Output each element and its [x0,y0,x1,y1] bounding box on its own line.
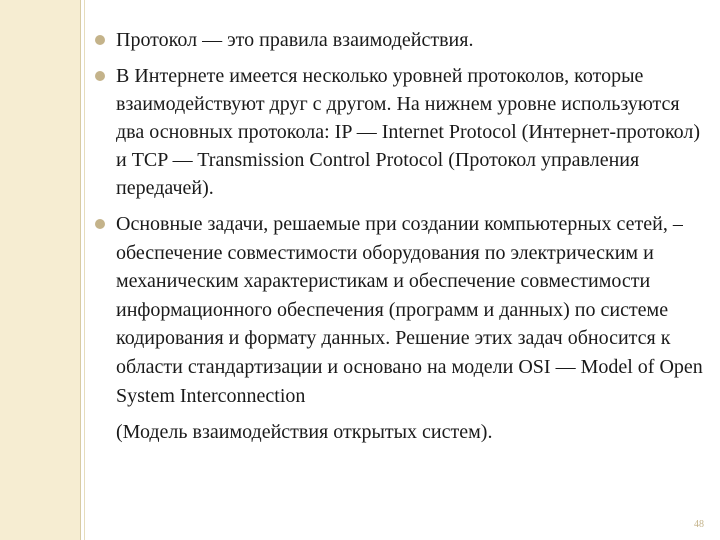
bullet-text: Основные задачи, решаемые при создании компьютерных сетей, – обеспечение совместимости оборудования по электрическим и механическим характеристикам и обеспечение совместимости информационного обеспечения (программ и данных) по системе кодирования и формату данных. Решение этих задач обносится к области стандартизации и основано на модели OSI — Model of Open System Interconnection [116,213,703,407]
decorative-left-band [0,0,80,540]
bullet-dot-icon [95,35,105,45]
decorative-rule [84,0,85,540]
bullet-item-protocol-definition [93,26,703,54]
decorative-rule [80,0,81,540]
bullet-item-internet-protocols [93,62,703,202]
page-number: 48 [694,519,704,530]
slide-content [93,26,703,455]
bullet-dot-icon [95,71,105,81]
bullet-text-continuation: (Модель взаимодействия открытых систем). [116,421,493,444]
bullet-item-network-tasks [93,210,703,447]
bullet-dot-icon [95,219,105,229]
bullet-text: Протокол — это правила взаимодействия. [116,29,474,51]
bullet-text: В Интернете имеется несколько уровней протоколов, которые взаимодействуют друг с другом. На нижнем уровне используются два основных протокола: IP — Internet Protocol (Интернет-протокол) и TCP — Transmission Control Protocol (Протокол управления передачей). [116,65,701,199]
